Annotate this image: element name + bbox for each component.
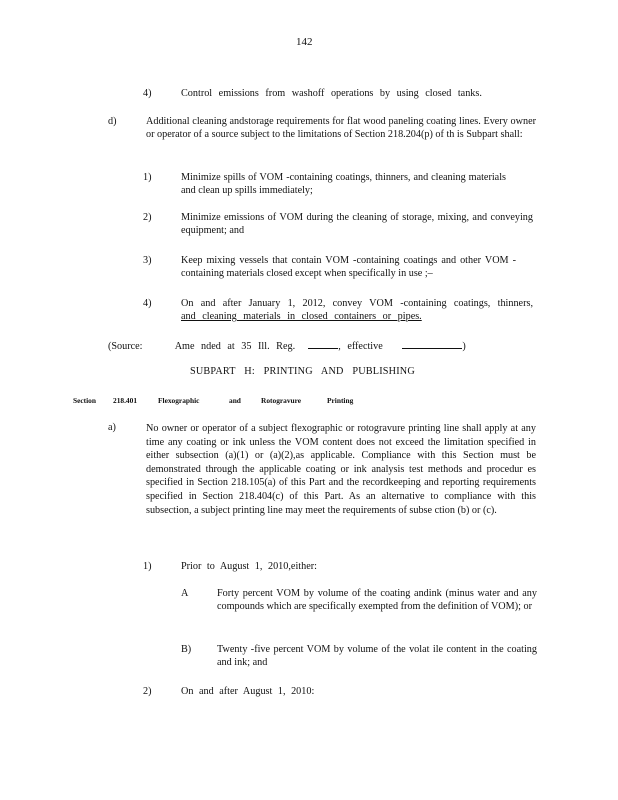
list-item-text: Keep mixing vessels that contain VOM -containing coatings and other VOM -containing materials closed except when specifically in use ;– <box>181 255 516 279</box>
list-number: A <box>181 588 189 599</box>
list-item-text: Forty percent VOM by volume of the coating andink (minus water and any compounds which are specifically exempted from the definition of VOM); or <box>217 588 537 612</box>
section-title-word: Rotogravure <box>261 396 302 405</box>
subpart-heading: SUBPART H: PRINTING AND PUBLISHING <box>190 366 415 377</box>
section-label: Section <box>73 396 96 405</box>
list-item-text: Control emissions from washoff operations by using closed tanks. <box>181 88 482 99</box>
source-effective: , effective <box>338 341 383 352</box>
list-item-text: Minimize spills of VOM -containing coatings, thinners, and cleaning materials and clean up spills immediately; <box>181 172 506 196</box>
list-item-text: Prior to August 1, 2010,either: <box>181 561 317 572</box>
section-title-word: and <box>229 396 241 405</box>
list-item-text: On and after August 1, 2010: <box>181 686 315 697</box>
inserted-text: and cleaning materials in closed containers or pipes. <box>181 311 422 322</box>
subsection-text: Additional cleaning andstorage requirements for flat wood paneling coating lines. Every owner or operator of a source subject to the limitations of Section 218.204(p) of th is Subpart shall: <box>146 116 536 140</box>
source-text: Ame nded at 35 Ill. Reg. <box>174 341 296 352</box>
effective-date-blank <box>402 339 462 349</box>
source-note <box>108 339 466 354</box>
section-title-word: Printing <box>327 396 354 405</box>
register-blank <box>308 339 338 349</box>
list-number: 3) <box>143 255 152 266</box>
list-item-text: Twenty -five percent VOM by volume of the volat ile content in the coating and ink; and <box>217 644 537 668</box>
source-label: (Source: <box>108 341 143 352</box>
section-number: 218.401 <box>113 396 138 405</box>
list-number: 1) <box>143 561 152 572</box>
section-title-word: Flexographic <box>158 396 200 405</box>
list-item-text: On and after January 1, 2012, convey VOM -containing coatings, thinners, <box>181 298 533 309</box>
page-number: 142 <box>296 36 313 48</box>
list-item-text: Minimize emissions of VOM during the cleaning of storage, mixing, and conveying equipment; and <box>181 212 533 236</box>
list-number: 2) <box>143 686 152 697</box>
list-number: 4) <box>143 298 152 309</box>
list-number: 2) <box>143 212 152 223</box>
subsection-label: d) <box>108 116 117 127</box>
subsection-text: No owner or operator of a subject flexographic or rotogravure printing line shall apply at any time any coating or ink unless the VOM content does not exceed the limitation specified in either subsection (a)(1) or (a)(2),as applicable. Compliance with this Section must be demonstrated through the applicable coating or ink analysis test methods and procedur es specified in Section 218.105(a) of this Part and the recordkeeping and reporting requirements specified in Section 218.404(c) of this Part. As an alternative to compliance with this subsection, a subject printing line may meet the requirements of subse ction (b) or (c). <box>146 423 536 516</box>
list-number: 1) <box>143 172 152 183</box>
subsection-label: a) <box>108 422 116 433</box>
list-item-text-underlined <box>181 311 422 324</box>
list-number: B) <box>181 644 192 655</box>
source-close: ) <box>462 341 466 352</box>
list-number: 4) <box>143 88 152 99</box>
